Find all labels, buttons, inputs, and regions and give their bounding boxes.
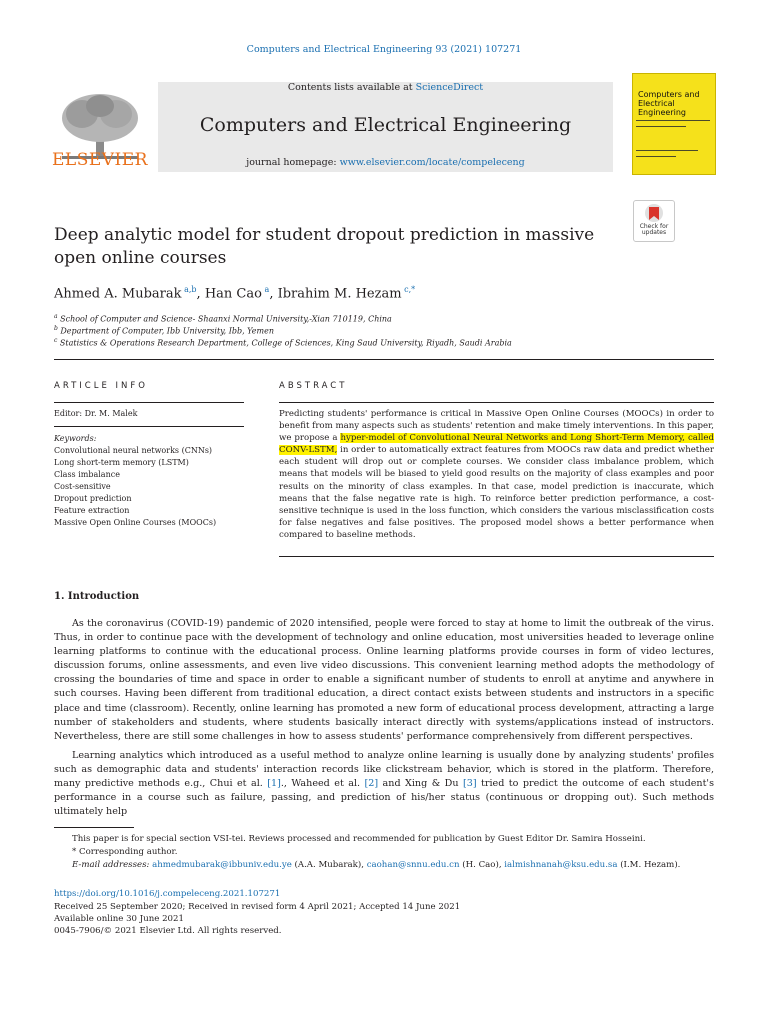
- affiliation: [54, 325, 274, 336]
- paragraph-text: and Xing & Du: [378, 778, 463, 790]
- intro-paragraph-1: As the coronavirus (COVID-19) pandemic of 2020 intensified, people were forced to stay at home to limit the outbreak of the virus. Thus, in order to continue pace with the development of technology and online education, most universities headed to leverage online learning platforms to continue with the educational process. Online learning platforms provide courses in form of video lectures, discussion forums, online assessments, and even live video discussions. This convenient learning method adopts the methodology of crossing the boundaries of time and space in order to enable a significant number of students to enroll at anytime and anywhere in such courses. Having been different from traditional education, a direct contact exists between students and instructors in a specific place and time (classroom). Recently, online learning has promoted a new form of educational process development, attracting a large number of stakeholders and students, where students basically interact directly with systems/applications instead of instructors. Nevertheless, there are still some challenges in how to assess students' performance comprehensively from different perspectives.: [54, 618, 714, 742]
- author-affiliation-mark[interactable]: c,*: [404, 285, 416, 294]
- editor-line: Editor: Dr. M. Malek: [54, 409, 138, 418]
- abstract-text-start: Predicting students' performance is critical in Massive Open Online Courses (MOOCs) in order to benefit from many aspects such as students' retention and make timely interventions. In this paper, we propose a: [279, 409, 714, 444]
- header-divider: [54, 359, 714, 360]
- author-name: Ahmed A. Mubarak: [54, 286, 182, 302]
- article-info-rule: [54, 402, 244, 403]
- email-link[interactable]: caohan@snnu.edu.cn: [366, 860, 460, 870]
- cover-rule: [636, 126, 686, 127]
- affiliation-text: Statistics & Operations Research Department, College of Sciences, King Saud University, Riyadh, Saudi Arabia: [59, 338, 512, 348]
- keywords-label: Keywords:: [54, 434, 97, 443]
- email-owner: (A.A. Mubarak),: [291, 860, 367, 870]
- contents-prefix: Contents lists available at: [287, 82, 416, 93]
- affiliation: [54, 313, 392, 324]
- available-date: Available online 30 June 2021: [54, 914, 184, 924]
- author-name: Ibrahim M. Hezam: [277, 286, 402, 302]
- homepage-line: [158, 157, 613, 168]
- cover-title: Computers and Electrical Engineering: [638, 90, 700, 117]
- affiliation-text: School of Computer and Science- Shaanxi Normal University,-Xian 710119, China: [60, 314, 392, 324]
- article-title: Deep analytic model for student dropout prediction in massive open online courses: [54, 225, 595, 268]
- check-for-updates-label: Check for updates: [639, 223, 669, 236]
- abstract-rule: [279, 402, 714, 403]
- publisher-wordmark: ELSEVIER: [52, 150, 148, 170]
- affiliation-mark: a: [54, 313, 58, 320]
- doi-link[interactable]: https://doi.org/10.1016/j.compeleceng.2021.107271: [54, 889, 281, 899]
- sciencedirect-link[interactable]: ScienceDirect: [415, 82, 484, 93]
- abstract-bottom-rule: [279, 556, 714, 557]
- highlighted-text[interactable]: hyper-model of Convolutional Neural Networks and Long Short-Term Memory, called CONV-LSTM,: [279, 433, 714, 456]
- author-name: Han Cao: [204, 286, 262, 302]
- cover-rule: [636, 120, 710, 121]
- abstract-heading: ABSTRACT: [279, 381, 348, 391]
- footnote-rule: [54, 827, 134, 828]
- keyword: Dropout prediction: [54, 494, 132, 503]
- keyword: Long short-term memory (LSTM): [54, 458, 189, 467]
- keyword: Class imbalance: [54, 470, 120, 479]
- affiliation-mark: b: [54, 325, 58, 332]
- journal-citation[interactable]: Computers and Electrical Engineering 93 (2021) 107271: [246, 44, 522, 55]
- keyword: Cost-sensitive: [54, 482, 111, 491]
- article-info-heading: ARTICLE INFO: [54, 381, 148, 391]
- author-list: Ahmed A. Mubarak $^{a,b}$, Han Cao $^a$, Ibrahim M. Hezam $^{c,*}$: [54, 285, 416, 302]
- copyright-line: 0045-7906/© 2021 Elsevier Ltd. All rights reserved.: [54, 926, 282, 936]
- abstract-text-end: in order to automatically extract features from MOOCs raw data and predict whether each student will drop out or complete courses. We consider class imbalance problem, which means that models will be biased to yield good results on the majority of class examples and poor results on the minority of class examples. In that case, model prediction is inaccurate, which means that the false negative rate is high. To reinforce better prediction performance, a cost-sensitive technique is used in the loss function, which considers the various misclassification costs for false negatives and false positives. The proposed model shows a better performance when compared to baseline methods.: [279, 445, 714, 540]
- email-link[interactable]: ialmishnanah@ksu.edu.sa: [504, 860, 618, 870]
- email-owner: (I.M. Hezam).: [617, 860, 681, 870]
- affiliation: [54, 337, 512, 348]
- paragraph-text: tried to predict the outcome of each student's performance in a course such as failure, passing, and prediction of his/her status (continuous or dropping out). Such methods ultimately help: [54, 778, 714, 818]
- paragraph-text: Learning analytics which introduced as a useful method to analyze online learning is usually done by analyzing students' profiles such as demographic data and students' interaction records like clickstream behavior, which is stored in the platform. Therefore, many predictive methods e.g., Chui et al.: [54, 750, 714, 790]
- paragraph-text: ., Waheed et al.: [280, 778, 365, 790]
- homepage-link[interactable]: www.elsevier.com/locate/compeleceng: [339, 157, 525, 168]
- footnote-emails: [72, 859, 680, 871]
- email-link[interactable]: ahmedmubarak@ibbuniv.edu.ye: [152, 860, 292, 870]
- bookmark-icon: [634, 203, 674, 225]
- affiliation-mark: c: [54, 337, 58, 344]
- cover-rule: [636, 150, 698, 151]
- reference-link[interactable]: [1]: [267, 778, 281, 790]
- journal-cover[interactable]: [632, 73, 716, 175]
- received-dates: Received 25 September 2020; Received in revised form 4 April 2021; Accepted 14 June 2021: [54, 902, 461, 912]
- abstract-text: [279, 408, 714, 541]
- contents-line: [158, 82, 613, 93]
- email-owner: (H. Cao),: [459, 860, 505, 870]
- reference-link[interactable]: [3]: [462, 778, 477, 790]
- keyword: Convolutional neural networks (CNNs): [54, 446, 213, 455]
- intro-paragraph-2: [54, 749, 714, 819]
- email-label: E-mail addresses:: [72, 860, 150, 870]
- editor-rule: [54, 426, 244, 427]
- author-affiliation-mark[interactable]: a: [264, 285, 270, 294]
- footnote-corresponding: * Corresponding author.: [72, 847, 178, 857]
- cover-rule: [636, 156, 676, 157]
- keyword: Feature extraction: [54, 506, 130, 515]
- section-heading: 1. Introduction: [54, 591, 140, 602]
- reference-link[interactable]: [2]: [364, 778, 379, 790]
- journal-title: Computers and Electrical Engineering: [199, 114, 572, 136]
- author-affiliation-mark[interactable]: a,b: [184, 285, 197, 294]
- homepage-prefix: journal homepage:: [246, 157, 340, 168]
- footnote-special-section: This paper is for special section VSI-tei. Reviews processed and recommended for publication by Guest Editor Dr. Samira Hosseini.: [72, 834, 646, 844]
- keyword: Massive Open Online Courses (MOOCs): [54, 518, 217, 527]
- affiliation-text: Department of Computer, Ibb University, Ibb, Yemen: [60, 326, 274, 336]
